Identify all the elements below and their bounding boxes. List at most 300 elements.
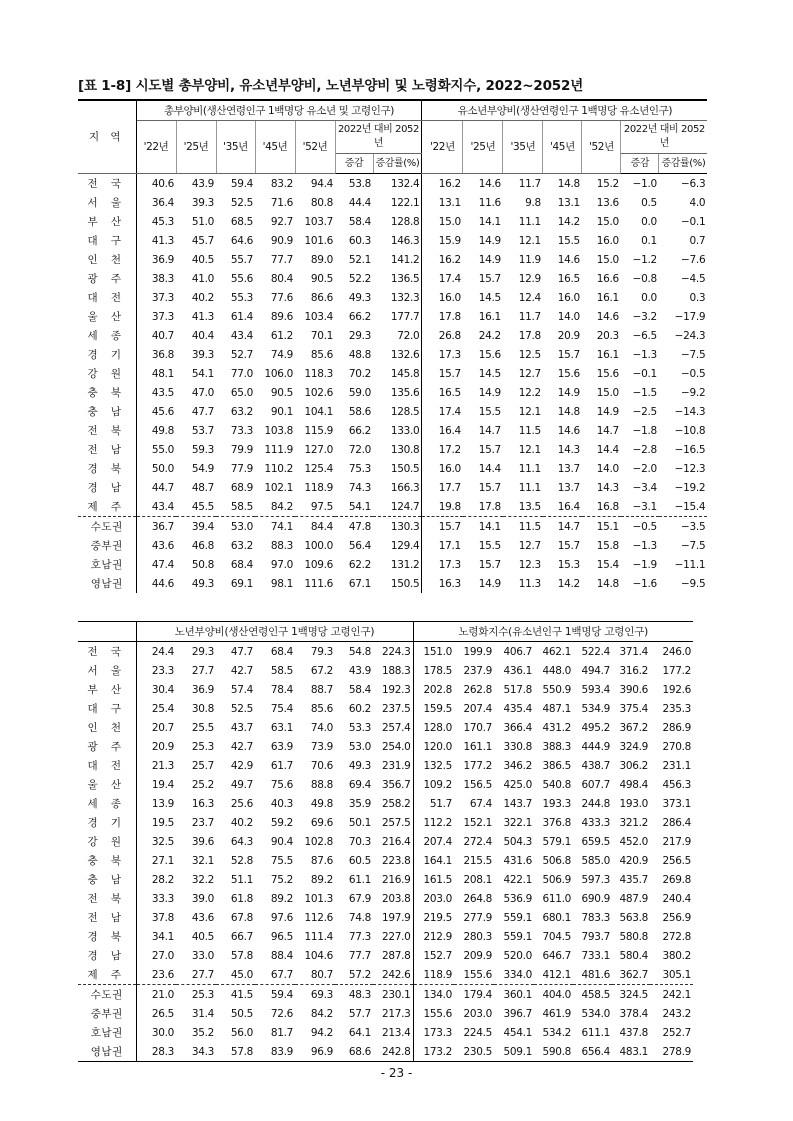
value-cell: 27.7 [191,968,214,981]
value-cell: 321.2 [619,816,648,829]
value-cell: 92.7 [270,215,293,228]
value-cell: 73.9 [310,740,333,753]
region-cell: 울 산 [78,775,136,794]
value-cell: 15.7 [438,367,461,380]
value-cell: 21.3 [151,759,174,772]
value-cell: 132.3 [373,288,422,307]
top-table [78,99,707,593]
value-cell: −11.1 [674,558,706,571]
value-cell: 177.7 [373,307,422,326]
value-cell: 100.0 [304,539,333,552]
value-cell: 27.0 [151,949,174,962]
value-cell: 536.9 [503,892,532,905]
value-cell: 607.7 [581,778,610,791]
value-cell: 170.7 [463,721,492,734]
value-cell: 67.1 [348,577,371,590]
value-cell: 83.2 [270,177,293,190]
value-cell: 145.8 [373,364,422,383]
value-cell: 534.0 [581,1007,610,1020]
value-cell: 216.9 [373,870,413,889]
value-cell: 506.9 [542,873,571,886]
value-cell: 130.3 [373,517,422,537]
value-cell: 101.3 [304,892,333,905]
value-cell: −0.1 [632,367,657,380]
value-cell: 29.3 [348,329,371,342]
value-cell: 14.2 [557,215,580,228]
value-cell: 15.7 [557,348,580,361]
value-cell: 49.7 [230,778,253,791]
value-cell: 47.8 [335,517,373,537]
value-cell: −2.0 [632,462,657,475]
value-cell: 13.1 [557,196,580,209]
value-cell: 509.1 [503,1045,532,1058]
value-cell: 43.7 [230,721,253,734]
value-cell: 63.2 [230,405,253,418]
value-cell: 324.9 [619,740,648,753]
value-cell: 128.0 [423,721,452,734]
value-cell: 12.9 [518,272,541,285]
value-cell: 404.0 [534,985,573,1005]
value-cell: 20.9 [151,740,174,753]
value-cell: 88.8 [310,778,333,791]
value-cell: 15.7 [478,481,501,494]
value-cell: 109.6 [304,558,333,571]
value-cell: 390.6 [619,683,648,696]
region-cell: 제 주 [78,965,136,985]
table-row [78,269,707,288]
value-cell: 14.5 [478,291,501,304]
value-cell: 611.0 [542,892,571,905]
value-cell: 48.8 [348,348,371,361]
value-cell: 17.3 [438,348,461,361]
value-cell: 14.9 [478,253,501,266]
value-cell: 132.4 [373,174,422,194]
total-dependency-header: 총부양비(생산연령인구 1백명당 유소년 및 고령인구) [136,100,422,121]
value-cell: 16.5 [557,272,580,285]
value-cell: 659.5 [581,835,610,848]
value-cell: 33.0 [191,949,214,962]
region-cell: 제 주 [78,497,136,517]
value-cell: 11.5 [503,517,543,537]
value-cell: 14.9 [478,577,501,590]
value-cell: 16.6 [596,272,619,285]
value-cell: 13.6 [596,196,619,209]
value-cell: 550.9 [542,683,571,696]
value-cell: 193.3 [542,797,571,810]
value-cell: 52.1 [348,253,371,266]
value-cell: 40.4 [191,329,214,342]
value-cell: 346.2 [503,759,532,772]
value-cell: 39.3 [191,196,214,209]
value-cell: 244.8 [581,797,610,810]
value-cell: 58.5 [270,664,293,677]
value-cell: 45.6 [151,405,174,418]
value-cell: 431.6 [503,854,532,867]
value-cell: 11.1 [518,215,541,228]
table-row [78,555,707,574]
value-cell: 39.6 [191,835,214,848]
value-cell: 17.1 [438,539,461,552]
value-cell: 66.2 [348,424,371,437]
value-cell: 111.6 [304,577,333,590]
table-row [78,737,693,756]
value-cell: 15.7 [478,272,501,285]
table-row [78,680,693,699]
value-cell: −1.3 [632,348,657,361]
value-cell: 47.7 [191,405,214,418]
region-cell: 충 북 [78,851,136,870]
value-cell: 192.3 [373,680,413,699]
value-cell: 40.2 [191,291,214,304]
value-cell: 89.6 [270,310,293,323]
value-cell: 72.6 [270,1007,293,1020]
value-cell: 54.1 [348,500,371,513]
value-cell: 25.7 [191,759,214,772]
value-cell: 793.7 [581,930,610,943]
region-cell: 전 국 [78,642,136,662]
value-cell: 386.5 [542,759,571,772]
table-row [78,250,707,269]
value-cell: 15.6 [557,367,580,380]
table-row [78,536,707,555]
value-cell: 192.6 [662,683,691,696]
value-cell: 193.0 [619,797,648,810]
value-cell: 280.3 [463,930,492,943]
value-cell: 84.2 [310,1007,333,1020]
value-cell: 316.2 [619,664,648,677]
value-cell: 362.7 [619,968,648,981]
value-cell: 437.8 [619,1026,648,1039]
value-cell: 49.3 [348,759,371,772]
value-cell: 77.7 [348,949,371,962]
value-cell: 12.2 [518,386,541,399]
value-cell: 4.0 [689,196,706,209]
value-cell: 106.0 [264,367,293,380]
value-cell: 53.7 [191,424,214,437]
table-row [78,478,707,497]
value-cell: 15.8 [596,539,619,552]
value-cell: 56.0 [230,1026,253,1039]
value-cell: 16.0 [557,291,580,304]
value-cell: 16.8 [596,500,619,513]
value-cell: 39.4 [176,517,216,537]
value-cell: 75.4 [270,702,293,715]
value-cell: 217.9 [662,835,691,848]
table-row [78,212,707,231]
value-cell: 77.6 [270,291,293,304]
value-cell: 102.8 [304,835,333,848]
value-cell: 334.0 [503,968,532,981]
value-cell: 77.3 [348,930,371,943]
value-cell: −6.3 [681,177,706,190]
value-cell: 70.6 [310,759,333,772]
value-cell: 230.1 [373,985,413,1005]
table-row [78,965,693,985]
region-cell: 영남권 [78,574,136,593]
region-cell: 대 전 [78,756,136,775]
value-cell: 102.6 [304,386,333,399]
region-cell: 세 종 [78,794,136,813]
value-cell: 23.3 [151,664,174,677]
value-cell: 240.4 [662,892,691,905]
value-cell: 50.0 [151,462,174,475]
value-cell: 388.3 [542,740,571,753]
value-cell: 597.3 [581,873,610,886]
value-cell: 86.6 [310,291,333,304]
value-cell: 494.7 [581,664,610,677]
value-cell: 17.7 [438,481,461,494]
value-cell: 98.1 [270,577,293,590]
value-cell: 203.0 [463,1007,492,1020]
value-cell: 56.4 [348,539,371,552]
value-cell: 15.6 [478,348,501,361]
value-cell: 71.6 [270,196,293,209]
value-cell: 32.1 [191,854,214,867]
compare-header: 2022년 대비 2052년 [621,121,707,154]
value-cell: 14.6 [478,177,501,190]
value-cell: 40.7 [151,329,174,342]
value-cell: 15.5 [478,405,501,418]
region-cell: 충 북 [78,383,136,402]
value-cell: 50.5 [230,1007,253,1020]
value-cell: 77.0 [230,367,253,380]
value-cell: 25.2 [191,778,214,791]
value-cell: 35.9 [348,797,371,810]
value-cell: 55.6 [230,272,253,285]
value-cell: −15.4 [674,500,706,513]
value-cell: 246.0 [662,645,691,658]
table-row [78,642,693,662]
value-cell: 88.4 [270,949,293,962]
value-cell: 136.5 [373,269,422,288]
value-cell: 213.4 [373,1023,413,1042]
value-cell: 58.4 [348,683,371,696]
value-cell: 48.7 [191,481,214,494]
table-row [78,1004,693,1023]
value-cell: 57.7 [348,1007,371,1020]
year-header: '25년 [463,121,503,174]
value-cell: 63.1 [270,721,293,734]
value-cell: 458.5 [573,985,612,1005]
region-cell: 부 산 [78,212,136,231]
table-row [78,421,707,440]
value-cell: 27.7 [191,664,214,677]
value-cell: 11.5 [518,424,541,437]
value-cell: 90.5 [270,386,293,399]
value-cell: 242.8 [373,1042,413,1062]
value-cell: 49.3 [348,291,371,304]
value-cell: 14.5 [478,367,501,380]
value-cell: 61.8 [230,892,253,905]
value-cell: 444.9 [581,740,610,753]
value-cell: 43.9 [191,177,214,190]
value-cell: 21.0 [136,985,176,1005]
region-cell: 중부권 [78,536,136,555]
value-cell: 256.9 [662,911,691,924]
table-row [78,832,693,851]
value-cell: 257.5 [373,813,413,832]
value-cell: 16.2 [438,177,461,190]
value-cell: 41.5 [216,985,255,1005]
value-cell: −9.2 [681,386,706,399]
value-cell: −9.5 [681,577,706,590]
value-cell: 79.3 [310,645,333,658]
value-cell: 61.7 [270,759,293,772]
value-cell: −7.6 [681,253,706,266]
table-row [78,231,707,250]
value-cell: 52.5 [230,196,253,209]
table-row [78,927,693,946]
value-cell: 202.8 [423,683,452,696]
value-cell: −24.3 [674,329,706,342]
value-cell: 39.0 [191,892,214,905]
value-cell: 16.3 [191,797,214,810]
region-cell: 전 북 [78,889,136,908]
table-row [78,718,693,737]
value-cell: 371.4 [619,645,648,658]
value-cell: 14.4 [596,443,619,456]
value-cell: 60.5 [348,854,371,867]
value-cell: 59.4 [255,985,295,1005]
value-cell: 11.6 [478,196,501,209]
value-cell: 17.3 [438,558,461,571]
region-cell: 경 기 [78,345,136,364]
table-row [78,870,693,889]
value-cell: 36.4 [151,196,174,209]
value-cell: 272.4 [463,835,492,848]
region-cell: 인 천 [78,250,136,269]
value-cell: 16.2 [438,253,461,266]
value-cell: 25.4 [151,702,174,715]
value-cell: 14.9 [478,234,501,247]
value-cell: 0.3 [689,291,706,304]
table-row [78,574,707,593]
value-cell: 152.1 [463,816,492,829]
value-cell: 36.9 [151,253,174,266]
compare-header: 2022년 대비 2052년 [335,121,422,154]
value-cell: 17.8 [518,329,541,342]
value-cell: 146.3 [373,231,422,250]
value-cell: 49.8 [151,424,174,437]
value-cell: 37.3 [151,310,174,323]
value-cell: 412.1 [542,968,571,981]
value-cell: 155.6 [423,1007,452,1020]
year-header: '35년 [503,121,543,174]
value-cell: −0.5 [621,517,659,537]
value-cell: 286.9 [662,721,691,734]
value-cell: 77.9 [230,462,253,475]
value-cell: 16.4 [438,424,461,437]
value-cell: 223.8 [373,851,413,870]
value-cell: 61.1 [348,873,371,886]
value-cell: 203.0 [423,892,452,905]
region-cell: 강 원 [78,832,136,851]
value-cell: 20.9 [557,329,580,342]
value-cell: 89.2 [270,892,293,905]
value-cell: 53.8 [348,177,371,190]
value-cell: 690.9 [581,892,610,905]
value-cell: 55.3 [230,291,253,304]
value-cell: 35.2 [191,1026,214,1039]
value-cell: 373.1 [662,797,691,810]
region-cell: 수도권 [78,517,136,537]
value-cell: 173.2 [423,1045,452,1058]
value-cell: 188.3 [373,661,413,680]
value-cell: 110.2 [264,462,293,475]
value-cell: 177.2 [463,759,492,772]
value-cell: 257.4 [373,718,413,737]
value-cell: 24.2 [478,329,501,342]
value-cell: 19.8 [438,500,461,513]
value-cell: 66.2 [348,310,371,323]
value-cell: 47.7 [230,645,253,658]
value-cell: 454.1 [503,1026,532,1039]
table-row [78,307,707,326]
value-cell: 504.3 [503,835,532,848]
region-cell: 경 남 [78,946,136,965]
value-cell: 367.2 [619,721,648,734]
value-cell: 59.4 [230,177,253,190]
value-cell: 16.3 [438,577,461,590]
value-cell: 15.0 [596,215,619,228]
value-cell: 14.2 [557,577,580,590]
value-cell: 70.2 [348,367,371,380]
value-cell: 256.5 [662,854,691,867]
change-header: 증감 [621,154,659,174]
value-cell: 269.8 [662,873,691,886]
value-cell: 70.1 [310,329,333,342]
value-cell: 14.8 [596,577,619,590]
value-cell: 45.7 [191,234,214,247]
value-cell: 44.7 [151,481,174,494]
value-cell: 42.7 [230,664,253,677]
value-cell: 207.4 [463,702,492,715]
value-cell: 12.3 [518,558,541,571]
value-cell: 94.2 [310,1026,333,1039]
value-cell: 14.1 [478,215,501,228]
value-cell: 88.7 [310,683,333,696]
value-cell: 58.6 [348,405,371,418]
value-cell: 14.1 [463,517,503,537]
value-cell: 435.4 [503,702,532,715]
value-cell: 43.4 [230,329,253,342]
value-cell: 235.3 [662,702,691,715]
value-cell: 156.5 [463,778,492,791]
table-row [78,402,707,421]
value-cell: 0.5 [641,196,657,209]
value-cell: −0.8 [632,272,657,285]
value-cell: 128.8 [373,212,422,231]
value-cell: −16.5 [674,443,706,456]
table-row [78,193,707,212]
value-cell: 54.1 [191,367,214,380]
value-cell: 173.3 [423,1026,452,1039]
value-cell: 97.5 [310,500,333,513]
value-cell: 27.1 [151,854,174,867]
value-cell: 33.3 [151,892,174,905]
value-cell: 109.2 [423,778,452,791]
region-cell: 대 구 [78,699,136,718]
value-cell: 20.3 [596,329,619,342]
value-cell: −1.5 [632,386,657,399]
value-cell: 207.4 [423,835,452,848]
value-cell: 237.5 [373,699,413,718]
value-cell: 14.9 [596,405,619,418]
table-row [78,1042,693,1062]
value-cell: 680.1 [542,911,571,924]
value-cell: 396.7 [503,1007,532,1020]
value-cell: 433.3 [581,816,610,829]
